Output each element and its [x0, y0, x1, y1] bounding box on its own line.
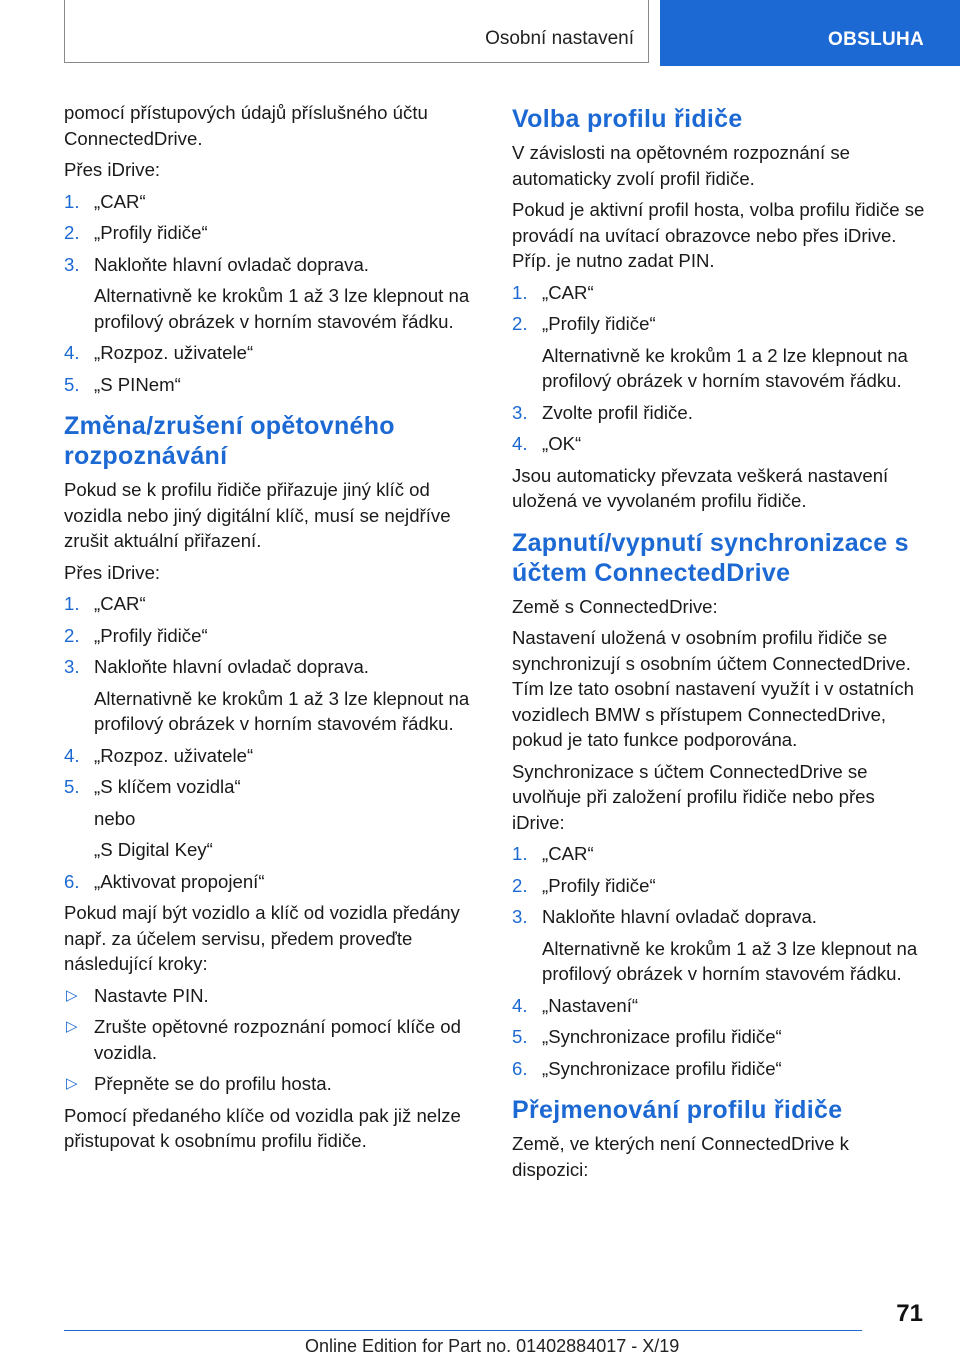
- step-text: „Aktivovat propojení“: [94, 870, 265, 892]
- step-item: [512, 993, 930, 1019]
- select-profile-text-1: V závislosti na opětovném rozpoznání se automaticky zvolí profil řidiče.: [512, 142, 850, 189]
- triangle-bullet-icon: ▷: [66, 1075, 78, 1092]
- step-text: „CAR“: [542, 281, 594, 303]
- step-number: 4.: [64, 342, 80, 363]
- step-item: [512, 1024, 930, 1050]
- step-text: „CAR“: [94, 190, 146, 212]
- step-item: [512, 400, 930, 426]
- handover-text: Pokud mají být vozidlo a klíč od vozidla předány např. za účelem servisu, předem proveďte následující kroky:: [64, 902, 460, 974]
- select-profile-text-3: Jsou automaticky převzata veškerá nastavení uložená ve vyvolaném profilu řidiče.: [512, 464, 889, 511]
- step-item: [512, 904, 930, 987]
- right-column: [512, 100, 930, 1188]
- step-text: Nakloňte hlavní ovladač doprava.: [94, 656, 369, 677]
- step-item: [64, 189, 482, 215]
- step-item: [64, 220, 482, 246]
- steps-list-change: [64, 591, 482, 894]
- chapter-title: OBSLUHA: [828, 29, 925, 50]
- step-number: 4.: [512, 994, 528, 1016]
- section-title: Osobní nastavení: [485, 28, 634, 49]
- step-number: 5.: [64, 373, 80, 395]
- step-text: „Profily řidiče“: [542, 313, 656, 334]
- step-item: [512, 431, 930, 457]
- bullet-text: Zrušte opětovné rozpoznání pomocí klíče od vozidla.: [94, 1016, 461, 1063]
- step-text: „Profily řidiče“: [542, 874, 656, 896]
- step-number: 1.: [512, 843, 528, 864]
- step-number: 2.: [512, 874, 528, 896]
- after-handover-text: Pomocí předaného klíče od vozidla pak již nelze přistupovat k osobnímu profilu řidiče.: [64, 1104, 461, 1151]
- step-item: [64, 654, 482, 737]
- change-recognition-text: Pokud se k profilu řidiče přiřazuje jiný klíč od vozidla nebo jiný digitální klíč, musí se nejdříve zrušit aktuální přiřazení.: [64, 479, 451, 551]
- steps-list-login: [64, 189, 482, 398]
- step-number: 5.: [512, 1026, 528, 1047]
- step-subtext: Alternativně ke krokům 1 a 2 lze klepnout na profilový obrázek v horním stavovém řádku.: [542, 344, 908, 391]
- step-item: [64, 869, 482, 895]
- step-subtext: „S Digital Key“: [94, 839, 213, 860]
- chapter-tab: [660, 0, 960, 66]
- step-number: 3.: [64, 253, 80, 275]
- footer-divider: [64, 1330, 862, 1331]
- sync-text-3: Synchronizace s účtem ConnectedDrive se uvolňuje při založení profilu řidiče nebo přes iDrive:: [512, 760, 875, 833]
- step-number: 4.: [64, 744, 80, 766]
- step-subtext: Alternativně ke krokům 1 až 3 lze klepnout na profilový obrázek v horním stavovém řádku.: [94, 285, 470, 332]
- step-subtext: nebo: [94, 807, 136, 829]
- bullet-text: Nastavte PIN.: [94, 984, 209, 1006]
- sync-text-2: Nastavení uložená v osobním profilu řidiče se synchronizují s osobním účtem ConnectedDrive. Tím lze tato osobní nastavení využít i v ostatních vozidlech BMW s přístupem ConnectedDrive, pokud je tato funkce podporována.: [512, 627, 915, 750]
- step-text: Nakloňte hlavní ovladač doprava.: [542, 906, 817, 927]
- bullet-item: [64, 983, 482, 1009]
- step-text: „S PINem“: [94, 373, 181, 395]
- step-text: „OK“: [542, 433, 582, 454]
- page-header: [0, 0, 960, 66]
- step-item: [64, 623, 482, 649]
- step-text: „CAR“: [94, 593, 146, 614]
- via-idrive-label: Přes iDrive:: [64, 159, 161, 180]
- page-number: 71: [896, 1300, 923, 1327]
- steps-list-sync: [512, 841, 930, 1081]
- step-text: „Rozpoz. uživatele“: [94, 342, 254, 363]
- section-header-box: [64, 0, 649, 63]
- handover-bullet-list: [64, 983, 482, 1097]
- steps-list-select: [512, 280, 930, 457]
- step-text: Nakloňte hlavní ovladač doprava.: [94, 253, 369, 275]
- step-number: 3.: [512, 906, 528, 927]
- step-item: [512, 873, 930, 899]
- step-subtext: Alternativně ke krokům 1 až 3 lze klepnout na profilový obrázek v horním stavovém řádku.: [94, 687, 470, 734]
- step-number: 1.: [64, 190, 80, 212]
- bullet-item: [64, 1071, 482, 1097]
- step-text: „Profily řidiče“: [94, 222, 208, 243]
- step-text: „Rozpoz. uživatele“: [94, 744, 254, 766]
- bullet-item: [64, 1014, 482, 1065]
- rename-profile-text: Země, ve kterých není ConnectedDrive k dispozici:: [512, 1133, 849, 1180]
- step-number: 6.: [512, 1057, 528, 1079]
- step-subtext: Alternativně ke krokům 1 až 3 lze klepnout na profilový obrázek v horním stavovém řádku.: [542, 937, 918, 984]
- step-number: 4.: [512, 433, 528, 454]
- step-text: „Synchronizace profilu řidiče“: [542, 1057, 782, 1079]
- step-item: [64, 372, 482, 398]
- step-item: [512, 280, 930, 306]
- step-number: 2.: [64, 624, 80, 646]
- left-column: [64, 100, 482, 1160]
- step-text: „CAR“: [542, 843, 594, 864]
- step-number: 1.: [512, 281, 528, 303]
- step-item: [64, 252, 482, 335]
- step-number: 6.: [64, 870, 80, 892]
- step-item: [512, 1056, 930, 1082]
- heading-rename-profile: Přejmenování profilu řidiče: [512, 1096, 843, 1124]
- step-number: 1.: [64, 593, 80, 614]
- step-text: Zvolte profil řidiče.: [542, 401, 693, 423]
- step-item: [64, 743, 482, 769]
- via-idrive-label: Přes iDrive:: [64, 561, 161, 583]
- step-item: [64, 774, 482, 863]
- step-item: [512, 311, 930, 394]
- heading-select-profile: Volba profilu řidiče: [512, 105, 743, 133]
- step-text: „Profily řidiče“: [94, 624, 208, 646]
- sync-text-1: Země s ConnectedDrive:: [512, 595, 718, 617]
- step-item: [64, 340, 482, 366]
- heading-change-recognition: Změna/zrušení opětovného rozpoznávání: [64, 412, 395, 470]
- heading-sync: Zapnutí/vypnutí synchronizace s účtem ConnectedDrive: [512, 528, 909, 587]
- step-item: [64, 591, 482, 617]
- intro-text: pomocí přístupových údajů příslušného účtu ConnectedDrive.: [64, 102, 428, 149]
- step-text: „S klíčem vozidla“: [94, 776, 241, 797]
- step-text: „Synchronizace profilu řidiče“: [542, 1026, 782, 1047]
- triangle-bullet-icon: ▷: [66, 1018, 78, 1035]
- triangle-bullet-icon: ▷: [66, 986, 78, 1004]
- step-number: 3.: [64, 656, 80, 677]
- step-text: „Nastavení“: [542, 994, 639, 1016]
- step-number: 2.: [512, 313, 528, 334]
- select-profile-text-2: Pokud je aktivní profil hosta, volba profilu řidiče se provádí na uvítací obrazovce nebo přes iDrive. Příp. je nutno zadat PIN.: [512, 199, 925, 271]
- edition-footer: Online Edition for Part no. 01402884017 - X/19: [305, 1336, 680, 1356]
- step-number: 3.: [512, 401, 528, 423]
- step-number: 5.: [64, 776, 80, 797]
- step-number: 2.: [64, 222, 80, 243]
- step-item: [512, 841, 930, 867]
- bullet-text: Přepněte se do profilu hosta.: [94, 1073, 332, 1094]
